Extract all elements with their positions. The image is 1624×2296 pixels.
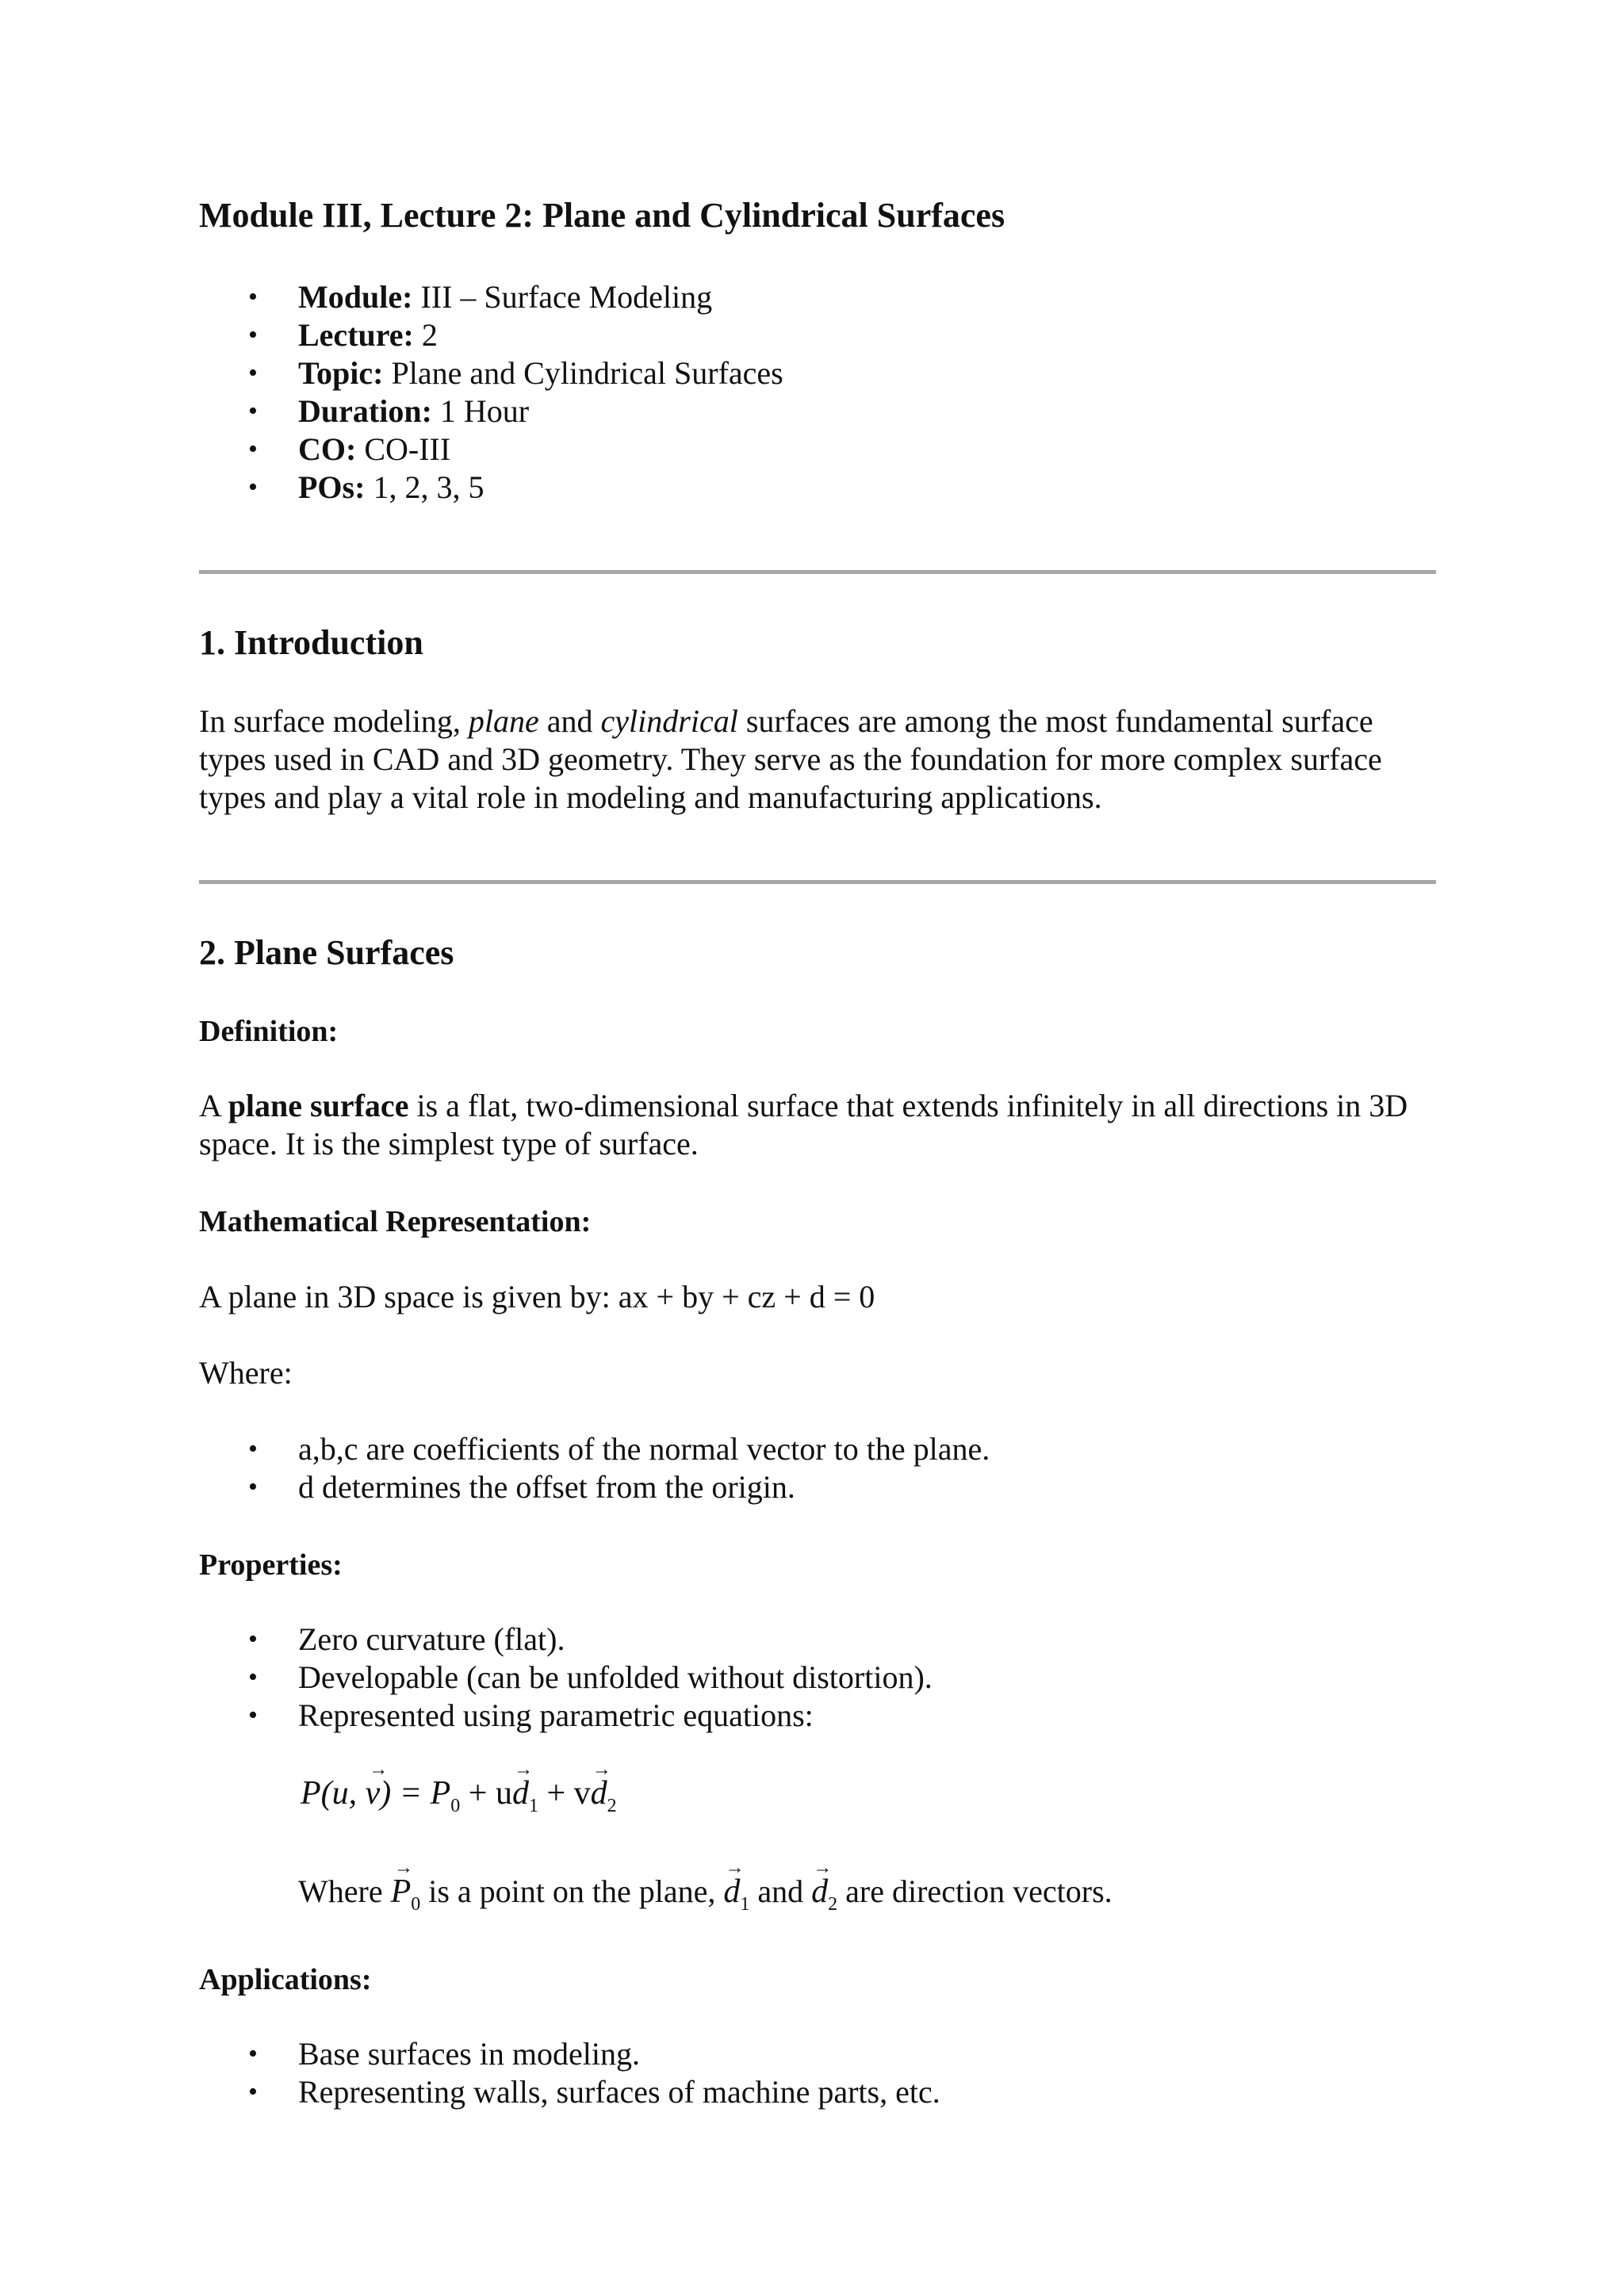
meta-value: III – Surface Modeling [412,279,713,315]
list-item-text: a,b,c are coefficients of the normal vector to the plane. [298,1431,990,1467]
bullet-icon: • [248,1624,258,1654]
list-item [199,2073,940,2111]
parametric-plane-formula [301,1759,617,1817]
section-divider [199,570,1436,574]
text-run: and [538,703,601,739]
vector-arrow-icon: → [725,1858,745,1878]
bullet-icon: • [248,2077,258,2107]
meta-label: CO: [298,431,357,467]
bullet-icon: • [248,1434,258,1464]
introduction-paragraph [199,702,1436,817]
meta-label: Module: [298,279,413,315]
list-item-text: Developable (can be unfolded without distortion). [298,1659,933,1695]
subscript: 1 [740,1894,750,1915]
vector-arrow-icon: → [592,1759,611,1780]
bullet-icon: • [248,434,258,464]
list-item [199,1697,933,1735]
formula-term: P [390,1873,412,1910]
plane-equation-text: A plane in 3D space is given by: ax + by + cz + d = 0 [199,1279,875,1314]
text-run: is a flat, two-dimensional surface that extends infinitely in all directions in 3D space. It is the simplest type of surface. [199,1088,1408,1161]
text-run: Where [298,1873,391,1909]
bullet-icon: • [248,320,258,350]
subscript: 0 [411,1894,421,1915]
text-run: is a point on the plane, [420,1873,724,1909]
list-item [199,1468,990,1506]
vector-arrow-icon: → [369,1759,389,1780]
list-item-text: Represented using parametric equations: [298,1697,814,1733]
bullet-icon: • [248,282,258,312]
applications-list [199,2035,940,2111]
formula-term: d [511,1775,529,1812]
section-heading-plane-surfaces: 2. Plane Surfaces [199,933,454,972]
formula-lhs: P(u, v) = P [301,1775,451,1812]
bullet-icon: • [248,1701,258,1730]
bullet-icon: • [248,2039,258,2068]
emphasis-cylindrical: cylindrical [600,703,738,739]
vector-d1 [511,1759,534,1812]
vector-arrow-icon: → [514,1759,534,1780]
meta-item-pos [199,469,783,507]
text-run: are direction vectors. [837,1873,1113,1909]
vector-d2 [811,1858,833,1911]
formula-where-line [298,1858,1113,1923]
list-item-text: d determines the offset from the origin. [298,1469,795,1505]
where-text: Where: [199,1355,293,1391]
subscript: 2 [607,1796,617,1816]
meta-value: 1, 2, 3, 5 [365,469,485,505]
subscript: 2 [828,1894,838,1915]
text-run: In surface modeling, [199,703,469,739]
list-item [199,1430,990,1468]
meta-label: Lecture: [298,317,414,353]
vector-arrow-icon: → [813,1858,833,1878]
where-list [199,1430,990,1506]
formula-term: d [723,1873,741,1910]
lecture-meta-list [199,278,783,507]
definition-paragraph [199,1087,1436,1163]
meta-item-lecture [199,316,783,354]
definition-label: Definition: [199,1015,339,1048]
list-item [199,2035,940,2073]
vector-d1 [723,1858,745,1911]
bullet-icon: • [248,1663,258,1692]
section-heading-introduction: 1. Introduction [199,623,423,662]
list-item-text: Representing walls, surfaces of machine parts, etc. [298,2074,940,2110]
bold-plane-surface: plane surface [228,1088,409,1123]
applications-label: Applications: [199,1963,372,1996]
formula-term: d [811,1873,829,1910]
subscript: 0 [450,1796,461,1816]
vector-arrow-icon: → [394,1858,414,1878]
meta-item-module [199,278,783,316]
bullet-icon: • [248,473,258,502]
bullet-icon: • [248,358,258,388]
bullet-icon: • [248,396,258,426]
bullet-icon: • [248,1472,258,1502]
meta-item-duration [199,392,783,430]
list-item-text: Base surfaces in modeling. [298,2036,640,2072]
properties-list [199,1621,933,1735]
meta-label: POs: [298,469,366,505]
text-run: A [199,1088,228,1123]
emphasis-plane: plane [468,703,539,739]
section-divider [199,880,1436,884]
meta-value: 2 [413,317,438,353]
meta-label: Duration: [298,393,432,429]
subscript: 1 [528,1796,538,1816]
vector-d2 [590,1759,611,1812]
formula-term: + v [538,1775,591,1812]
text-run: surfaces are among the most fundamental surface types used in CAD and 3D geometry. They serve as the foundation for more complex surface types and play a vital role in modeling and manufacturing applications. [199,703,1382,815]
vector-p [301,1759,451,1812]
list-item-text: Zero curvature (flat). [298,1621,565,1657]
meta-value: Plane and Cylindrical Surfaces [383,355,783,391]
formula-term: + u [460,1775,512,1812]
formula-term: d [590,1775,607,1812]
list-item [199,1621,933,1659]
meta-item-co [199,430,783,469]
meta-value: CO-III [356,431,451,467]
math-representation-label: Mathematical Representation: [199,1205,592,1238]
page-title: Module III, Lecture 2: Plane and Cylindrical Surfaces [199,196,1005,235]
vector-p0 [390,1858,414,1911]
meta-value: 1 Hour [431,393,530,429]
list-item [199,1659,933,1697]
text-run: and [749,1873,812,1909]
properties-label: Properties: [199,1548,343,1582]
meta-label: Topic: [298,355,384,391]
meta-item-topic [199,354,783,392]
